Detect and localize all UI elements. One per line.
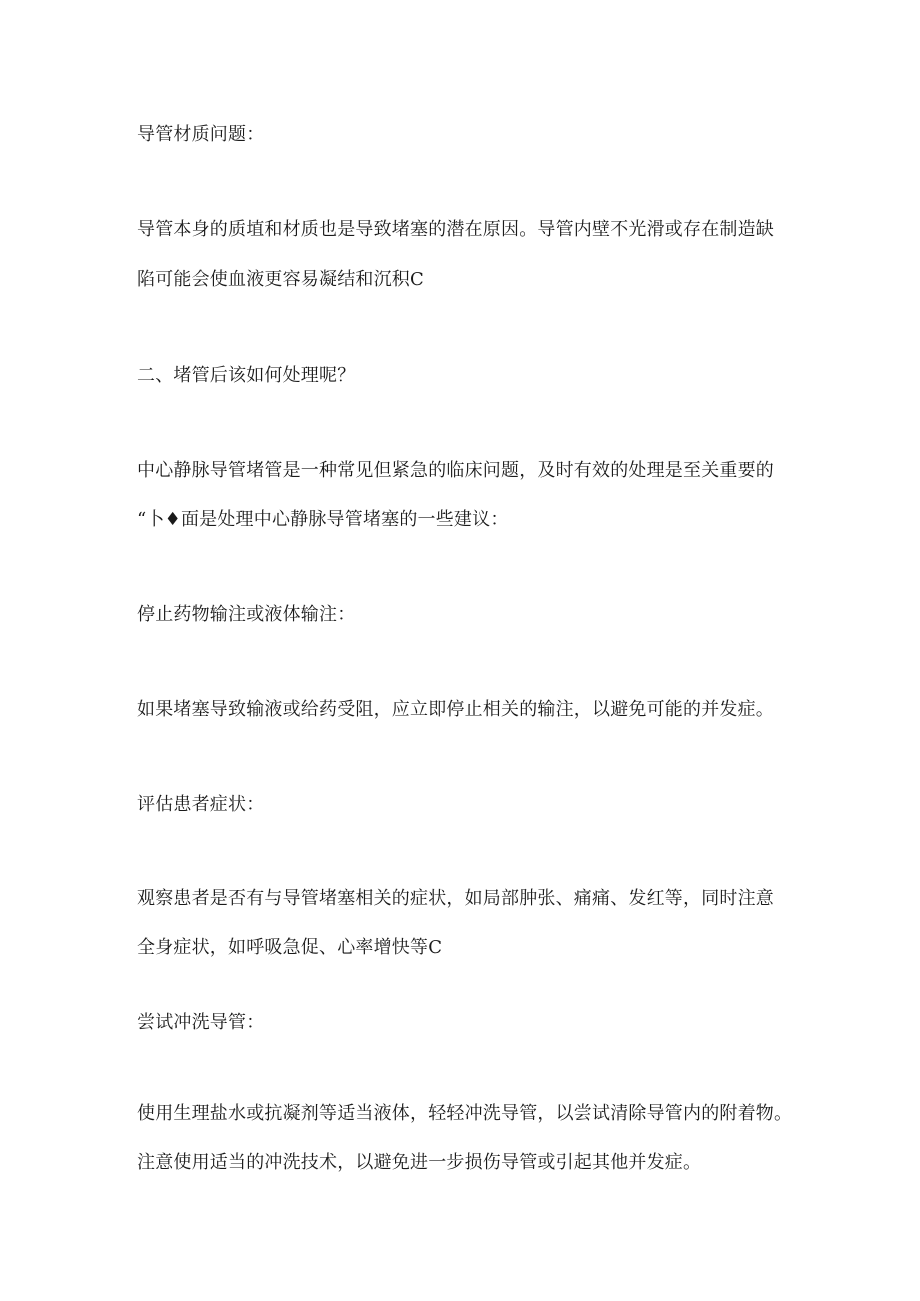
paragraph-line: 使用生理盐水或抗凝剂等适当液体，轻轻冲洗导管，以尝试清除导管内的附着物。 xyxy=(137,1103,793,1124)
paragraph-line: 中心静脉导管堵管是一种常见但紧急的临床问题，及时有效的处理是至关重要的 xyxy=(137,460,774,481)
paragraph-line: 导管本身的质埴和材质也是导致堵塞的潜在原因。导管内壁不光滑或存在制造缺 xyxy=(137,219,774,240)
paragraph-line: 注意使用适当的冲洗技术，以避免进一步损伤导管或引起其他并发症。 xyxy=(137,1152,702,1173)
section-heading-stop-infusion: 停止药物输注或液体输注： xyxy=(137,604,356,625)
section-heading-assess-symptoms: 评估患者症状： xyxy=(137,794,265,815)
paragraph-line: 如果堵塞导致输液或给药受阻，应立即停止相关的输注，以避免可能的并发症。 xyxy=(137,699,774,720)
section-heading-handling: 二、堵管后该如何处理呢？ xyxy=(137,365,356,386)
paragraph-line: 陷可能会使血液更容易凝结和沉积C xyxy=(137,269,424,290)
paragraph-line: “卜♦面是处理中心静脉导管堵塞的一些建议： xyxy=(137,509,509,530)
section-heading-flush-catheter: 尝试冲洗导管： xyxy=(137,1012,265,1033)
paragraph-line: 全身症状，如呼吸急促、心率增快等C xyxy=(137,937,443,958)
section-heading-catheter-material: 导管材质问题： xyxy=(137,124,265,145)
paragraph-line: 观察患者是否有与导管堵塞相关的症状，如局部肿张、痛痛、发红等，同时注意 xyxy=(137,888,774,909)
